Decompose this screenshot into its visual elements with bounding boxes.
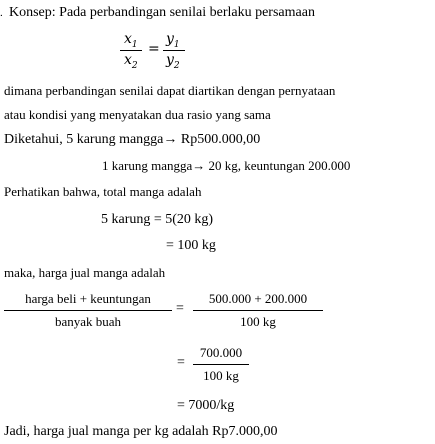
formula-x1: $x_1$ — [124, 31, 138, 50]
calc-total-line-1: 5 karung = 5(20 kg) — [101, 212, 214, 227]
formula-x2: $x_2$ — [124, 52, 138, 71]
fraction-bar-words — [4, 310, 172, 311]
selling-price-intro: maka, harga jual manga adalah — [4, 265, 166, 280]
fraction2-numerator: 700.000 — [199, 345, 243, 360]
fraction-bar-values — [193, 310, 323, 311]
given-line-2: 1 karung mangga→ 20 kg, keuntungan 200.000 — [102, 158, 351, 173]
fraction-equals-1: = — [176, 301, 184, 316]
fraction2-bar — [193, 364, 249, 365]
fraction-numerator-words: harga beli + keuntungan — [25, 291, 151, 306]
bullet-dot: . — [0, 7, 3, 19]
fraction2-denominator: 100 kg — [203, 368, 239, 383]
formula-bar-left — [120, 50, 142, 51]
formula-y1: $y_1$ — [166, 31, 180, 50]
calc-total-line-2: = 100 kg — [166, 238, 216, 253]
conclusion-text: Jadi, harga jual manga per kg adalah Rp7.000,00 — [4, 424, 278, 439]
fraction-equals-2: = — [177, 355, 185, 370]
given-line-1: Diketahui, 5 karung mangga→ Rp500.000,00 — [4, 132, 261, 147]
formula-bar-right — [163, 50, 185, 51]
concept-text: Konsep: Pada perbandingan senilai berlaku persamaan — [9, 5, 315, 20]
definition-line-2: atau kondisi yang menyatakan dua rasio yang sama — [4, 107, 271, 122]
formula-y2: $y_2$ — [166, 52, 180, 71]
note-total-mango: Perhatikan bahwa, total manga adalah — [4, 184, 202, 199]
fraction-denominator-values: 100 kg — [240, 314, 276, 329]
fraction-numerator-values: 500.000 + 200.000 — [208, 291, 308, 306]
definition-line-1: dimana perbandingan senilai dapat diartikan dengan pernyataan — [4, 83, 336, 98]
formula-equals: = — [148, 41, 160, 57]
fraction-denominator-words: banyak buah — [54, 314, 122, 329]
price-per-kg-result: = 7000/kg — [177, 398, 235, 413]
